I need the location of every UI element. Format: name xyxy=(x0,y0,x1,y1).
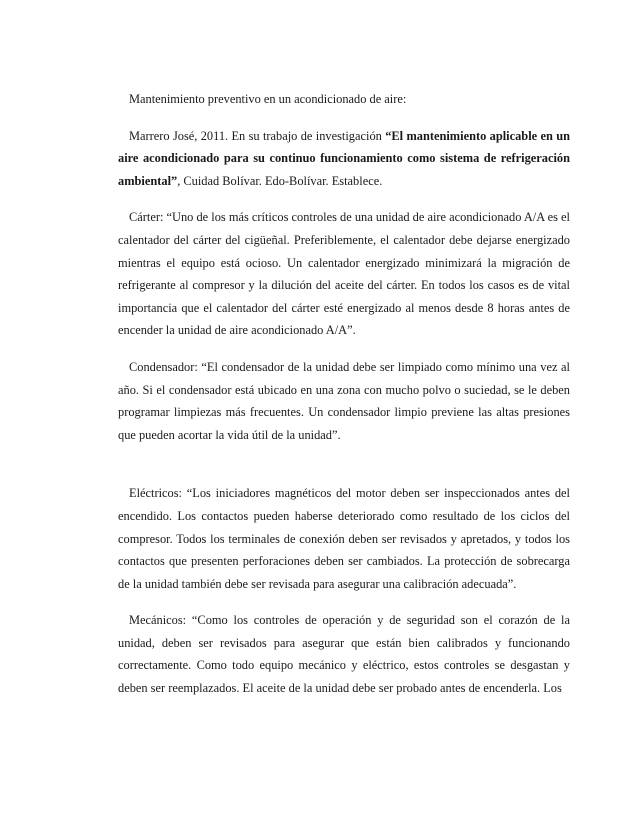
paragraph-electricos xyxy=(118,482,570,595)
paragraph-mecanicos xyxy=(118,609,570,699)
reference-paragraph xyxy=(118,125,570,193)
section-heading xyxy=(118,88,570,111)
paragraph-carter-text: Cárter: “Uno de los más críticos controles de una unidad de aire acondicionado A/A es el calentador del cárter del cigüeñal. Preferiblemente, el calentador debe dejarse energizado mientras el equipo está ocioso. Un calentador energizado minimizará la migración de refrigerante al compresor y la dilución del aceite del cárter. En todos los casos es de vital importancia que el calentador del cárter esté energizado al menos desde 8 horas antes de encender la unidad de aire acondicionado A/A”. xyxy=(118,210,570,338)
paragraph-electricos-text: Eléctricos: “Los iniciadores magnéticos del motor deben ser inspeccionados antes del encendido. Los contactos pueden haberse deteriorado como resultado de los ciclos del compresor. Todos los terminales de conexión deben ser revisados y apretados, y todos los contactos que presenten perforaciones deben ser cambiados. La protección de sobrecarga de la unidad también debe ser revisada para asegurar una calibración adecuada”. xyxy=(118,486,570,591)
reference-title: “El mantenimiento aplicable en un aire acondicionado para su continuo funcionamiento como sistema de refrigeración ambiental” xyxy=(118,128,571,188)
paragraph-carter xyxy=(118,206,570,342)
reference-lead: Marrero José, 2011. En su trabajo de investigación xyxy=(129,128,386,143)
paragraph-mecanicos-text: Mecánicos: “Como los controles de operación y de seguridad son el corazón de la unidad, deben ser revisados para asegurar que están bien calibrados y funcionando correctamente. Como todo equipo mecánico y eléctrico, estos controles se desgastan y deben ser reemplazados. El aceite de la unidad debe ser probado antes de encenderla. Los xyxy=(118,613,570,696)
reference-tail: , Cuidad Bolívar. Edo-Bolívar. Establece. xyxy=(177,173,383,188)
document-body xyxy=(118,88,570,700)
paragraph-condensador-text: Condensador: “El condensador de la unidad debe ser limpiado como mínimo una vez al año. Si el condensador está ubicado en una zona con mucho polvo o suciedad, se le deben programar limpiezas más frecuentes. Un condensador limpio previene las altas presiones que pueden acortar la vida útil de la unidad”. xyxy=(118,359,570,442)
paragraph-condensador xyxy=(118,356,570,446)
section-heading-text: Mantenimiento preventivo en un acondicionado de aire: xyxy=(129,92,407,106)
